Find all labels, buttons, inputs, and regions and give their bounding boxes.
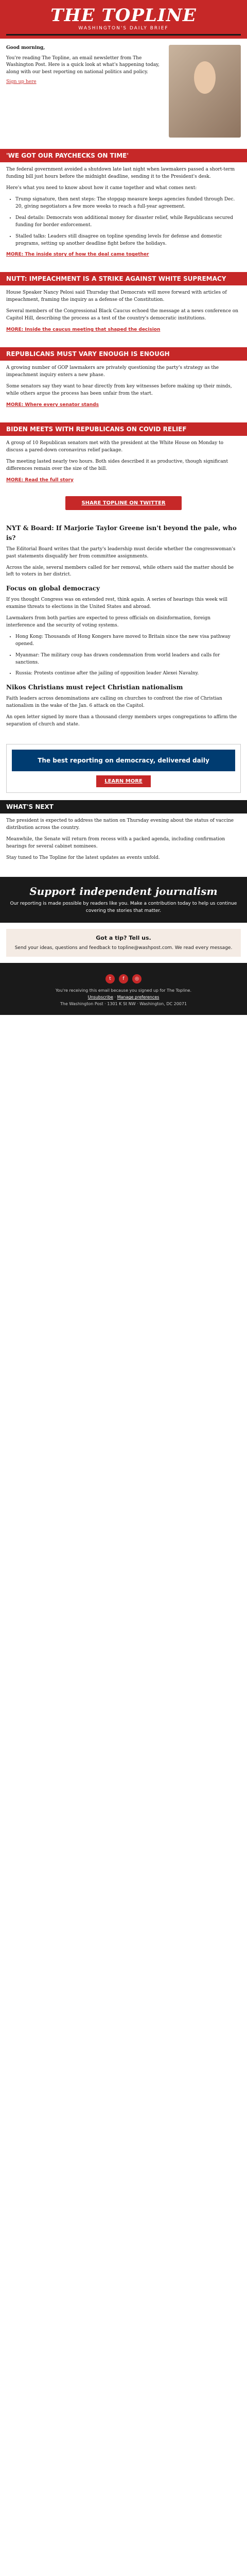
more-link[interactable] bbox=[6, 251, 241, 259]
more-link[interactable] bbox=[6, 477, 241, 484]
unsubscribe-link[interactable]: Unsubscribe bbox=[87, 995, 113, 1000]
paragraph: A group of 10 Republican senators met with the president at the White House on Monday to discuss a pared-down coronavirus relief package. bbox=[6, 440, 224, 453]
bullet-item: • Stalled talks: Leaders still disagree on topline spending levels for defense and domestic programs, setting up another deadline fight before the holidays. bbox=[15, 233, 241, 248]
paragraph: The president is expected to address the nation on Thursday evening about the status of vaccine distribution across the country. bbox=[6, 818, 234, 831]
paragraph: Here's what you need to know about how it came together and what comes next: bbox=[6, 185, 197, 191]
nikos-heading: Nikos Christians must reject Christian nationalism bbox=[6, 684, 183, 691]
section-body bbox=[0, 361, 247, 417]
more-link[interactable] bbox=[6, 402, 241, 409]
section-body bbox=[0, 436, 247, 493]
more-link-anchor[interactable]: MORE: Read the full story bbox=[6, 477, 74, 483]
section-heading: BIDEN MEETS WITH REPUBLICANS ON COVID RELIEF bbox=[0, 422, 247, 436]
footer-line: You're receiving this email because you signed up for The Topline. bbox=[55, 988, 191, 993]
footer-links: Unsubscribe · Manage preferences bbox=[87, 995, 160, 1000]
masthead bbox=[0, 0, 247, 39]
intro-body: You're reading The Topline, an email newsletter from The Washington Post. Here is a quick look at what's happening today, along with our best reporting on national politics and policy. bbox=[6, 55, 160, 75]
manage-preferences-link[interactable]: Manage preferences bbox=[117, 995, 160, 1000]
whats-next-body bbox=[0, 814, 247, 870]
ad-cta-button[interactable]: LEARN MORE bbox=[96, 775, 150, 787]
paragraph: Stay tuned to The Topline for the latest updates as events unfold. bbox=[6, 855, 160, 860]
footer bbox=[0, 963, 247, 1014]
paragraph: Meanwhile, the Senate will return from recess with a packed agenda, including confirmation hearings for several cabinet nominees. bbox=[6, 836, 225, 849]
fan-section bbox=[0, 514, 247, 736]
more-link-anchor[interactable]: MORE: Inside the caucus meeting that shaped the decision bbox=[6, 327, 161, 333]
masthead-bar bbox=[6, 34, 241, 36]
intro-text bbox=[6, 45, 164, 138]
share-twitter-button[interactable]: SHARE TOPLINE ON TWITTER bbox=[65, 496, 182, 510]
more-link-anchor[interactable]: MORE: Where every senator stands bbox=[6, 402, 99, 408]
bullet-item: • Russia: Protests continue after the jailing of opposition leader Alexei Navalny. bbox=[15, 670, 241, 677]
paragraph: An open letter signed by more than a thousand clergy members urges congregations to affirm the separation of church and state. bbox=[6, 714, 237, 727]
social-icons bbox=[6, 974, 241, 984]
bullet-item: • Trump signature, then next steps: The stopgap measure keeps agencies funded through Dec. 20, giving negotiators a few more weeks to reach a full-year agreement. bbox=[15, 196, 241, 211]
ad-banner bbox=[6, 744, 241, 793]
paragraph: Several members of the Congressional Black Caucus echoed the message at a news conference on Capitol Hill, describing the process as a test of the country's democratic institutions. bbox=[6, 309, 238, 321]
donate-strip bbox=[0, 877, 247, 923]
tip-callout bbox=[6, 929, 241, 957]
paragraph: The federal government avoided a shutdown late last night when lawmakers passed a short-term funding bill just hours before the midnight deadline, sending it to the President's desk. bbox=[6, 167, 235, 179]
intro-greeting: Good morning, bbox=[6, 45, 45, 50]
paragraph: Faith leaders across denominations are calling on churches to confront the rise of Christian nationalism in the wake of the Jan. 6 attack on the Capitol. bbox=[6, 696, 222, 708]
donate-headline: Support independent journalism bbox=[29, 885, 218, 898]
newsletter bbox=[0, 0, 247, 1015]
donate-text: Our reporting is made possible by readers like you. Make a contribution today to help us continue covering the stories that matter. bbox=[10, 901, 237, 913]
section-body bbox=[0, 162, 247, 267]
bullet-item: • Hong Kong: Thousands of Hong Kongers have moved to Britain since the new visa pathway opened. bbox=[15, 634, 241, 648]
more-link-anchor[interactable]: MORE: The inside story of how the deal came together bbox=[6, 252, 149, 258]
bullet-list bbox=[15, 634, 241, 678]
section-heading: NUTT: IMPEACHMENT IS A STRIKE AGAINST WHITE SUPREMACY bbox=[0, 272, 247, 285]
bullet-list bbox=[15, 196, 241, 248]
whats-next-heading: WHAT'S NEXT bbox=[0, 800, 247, 814]
masthead-title: THE TOPLINE bbox=[50, 5, 197, 26]
paragraph: Lawmakers from both parties are expected to press officials on disinformation, foreign interference and the security of voting systems. bbox=[6, 615, 211, 628]
paragraph: The meeting lasted nearly two hours. Both sides described it as productive, though significant differences remain over the size of the bill. bbox=[6, 459, 228, 471]
masthead-subtitle: WASHINGTON'S DAILY BRIEF bbox=[78, 26, 169, 31]
paragraph: House Speaker Nancy Pelosi said Thursday that Democrats will move forward with articles of impeachment, framing the inquiry as a defense of the Constitution. bbox=[6, 290, 227, 303]
callout-text: Send your ideas, questions and feedback to topline@washpost.com. We read every message. bbox=[14, 945, 233, 951]
callout-heading: Got a tip? Tell us. bbox=[96, 935, 151, 942]
paragraph: The Editorial Board writes that the party's leadership must decide whether the congresswoman's past statements disqualify her from committee assignments. bbox=[6, 546, 236, 559]
paragraph: A growing number of GOP lawmakers are privately questioning the party's strategy as the impeachment inquiry enters a new phase. bbox=[6, 365, 219, 378]
section-heading: 'WE GOT OUR PAYCHECKS ON TIME' bbox=[0, 149, 247, 162]
intro bbox=[0, 39, 247, 144]
fan-heading: NYT & Board: If Marjorie Taylor Greene isn't beyond the pale, who is? bbox=[6, 524, 237, 542]
instagram-icon[interactable]: ◎ bbox=[132, 974, 142, 984]
paragraph: Some senators say they want to hear directly from key witnesses before making up their minds, while others argue the process has been unfair from the start. bbox=[6, 383, 232, 396]
focus-heading: Focus on global democracy bbox=[6, 585, 100, 592]
bullet-item: • Deal details: Democrats won additional money for disaster relief, while Republicans secured funding for border enforcement. bbox=[15, 215, 241, 229]
author-portrait bbox=[169, 45, 241, 138]
paragraph: If you thought Congress was on extended rest, think again. A series of hearings this week will examine threats to elections in the United States and abroad. bbox=[6, 597, 227, 609]
more-link[interactable] bbox=[6, 327, 241, 334]
facebook-icon[interactable]: f bbox=[119, 974, 128, 984]
twitter-icon[interactable]: t bbox=[105, 974, 115, 984]
section-heading: REPUBLICANS MUST VARY ENOUGH IS ENOUGH bbox=[0, 347, 247, 361]
signup-link[interactable]: Sign up here bbox=[6, 79, 37, 84]
paragraph: Across the aisle, several members called for her removal, while others said the matter should be left to voters in her district. bbox=[6, 565, 234, 578]
bullet-item: • Myanmar: The military coup has drawn condemnation from world leaders and calls for sanctions. bbox=[15, 652, 241, 667]
footer-address: The Washington Post · 1301 K St NW · Washington, DC 20071 bbox=[60, 1002, 187, 1007]
ad-headline: The best reporting on democracy, delivered daily bbox=[12, 750, 235, 771]
section-body bbox=[0, 285, 247, 342]
